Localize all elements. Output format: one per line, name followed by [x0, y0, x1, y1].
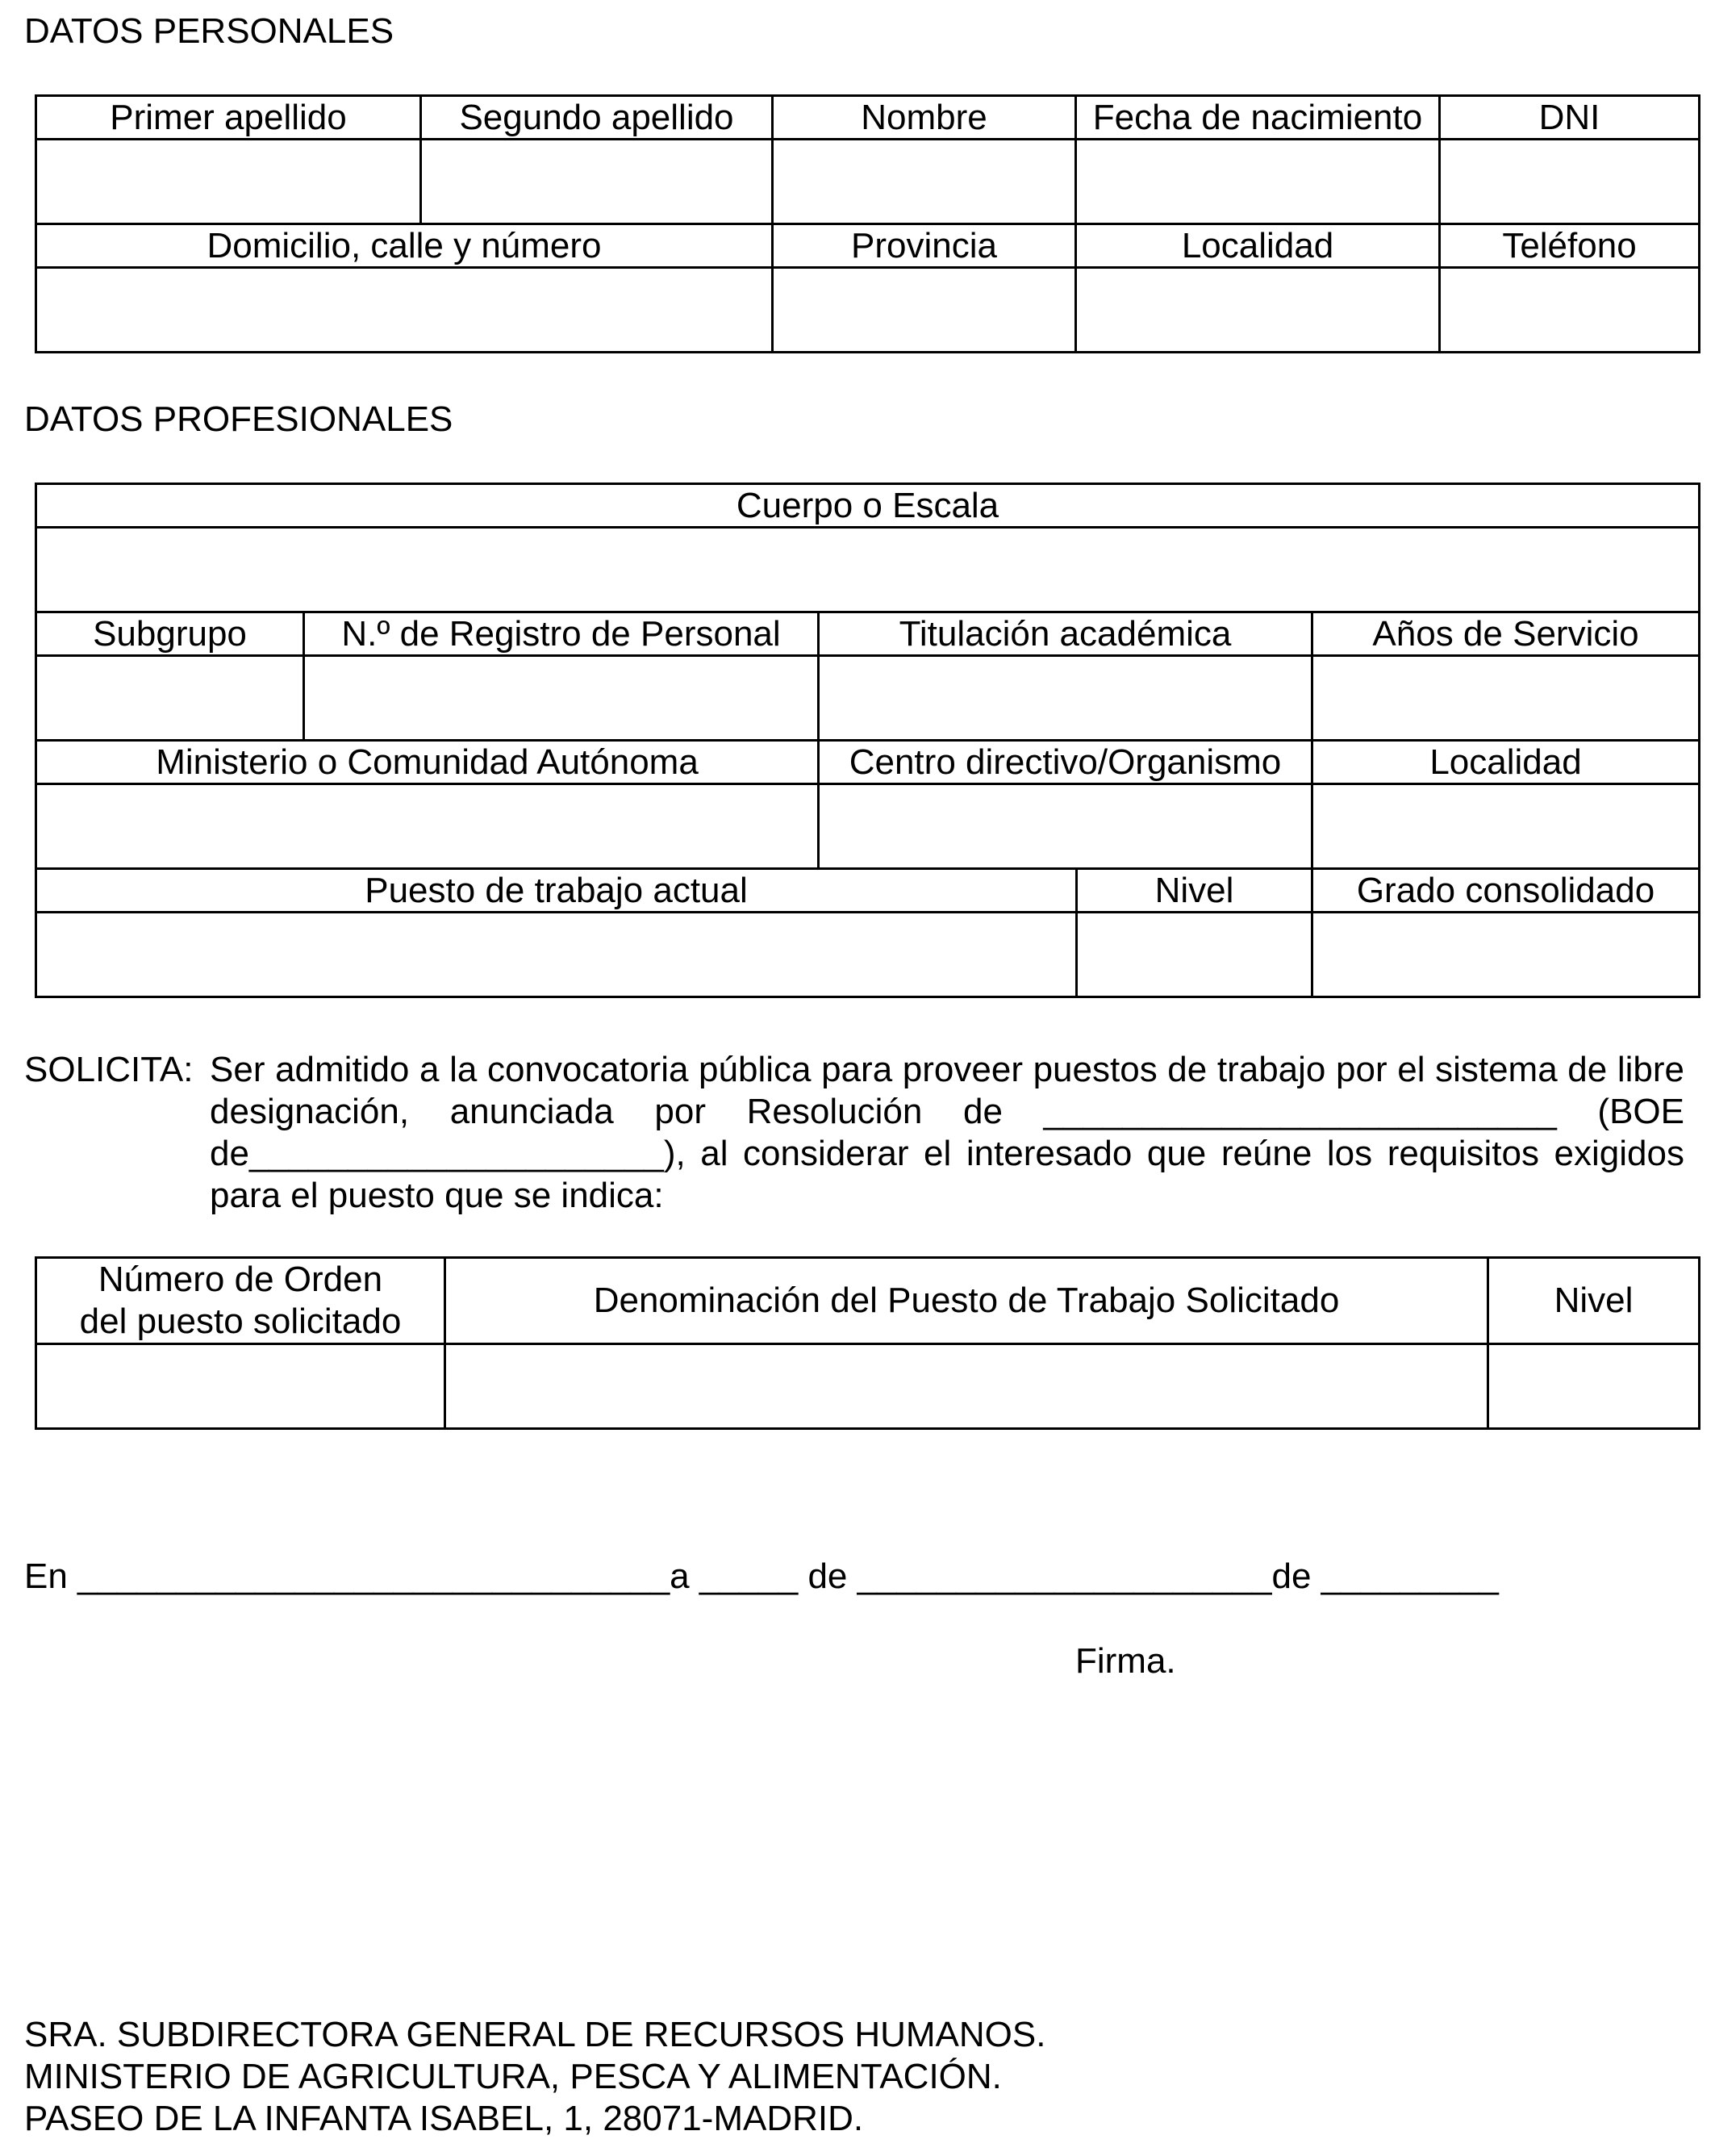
label-fecha-nacimiento: Fecha de nacimiento: [1076, 96, 1440, 140]
label-registro-personal: N.º de Registro de Personal: [304, 612, 819, 656]
label-segundo-apellido: Segundo apellido: [421, 96, 773, 140]
field-primer-apellido[interactable]: [36, 140, 421, 224]
label-denominacion-puesto: Denominación del Puesto de Trabajo Solicitado: [445, 1258, 1488, 1344]
solicita-paragraph: [24, 1049, 1684, 1217]
field-numero-orden[interactable]: [36, 1344, 445, 1429]
field-localidad-profesional[interactable]: [1312, 784, 1700, 869]
field-ministerio[interactable]: [36, 784, 819, 869]
field-nombre[interactable]: [773, 140, 1076, 224]
solicita-text-end: para el puesto que se indica:: [210, 1176, 664, 1215]
label-nombre: Nombre: [773, 96, 1076, 140]
signature-label: Firma.: [1075, 1641, 1176, 1681]
recipient-line-2: MINISTERIO DE AGRICULTURA, PESCA Y ALIMENTACIÓN.: [24, 2057, 1002, 2096]
field-cuerpo-escala[interactable]: [36, 528, 1700, 612]
field-titulacion[interactable]: [819, 656, 1312, 741]
requested-position-table: [35, 1256, 1700, 1430]
label-puesto-actual: Puesto de trabajo actual: [36, 869, 1077, 913]
field-centro-directivo[interactable]: [819, 784, 1312, 869]
field-provincia[interactable]: [773, 268, 1076, 353]
section-title-profesional: DATOS PROFESIONALES: [24, 399, 453, 439]
field-telefono[interactable]: [1440, 268, 1700, 353]
label-cuerpo-escala: Cuerpo o Escala: [36, 484, 1700, 528]
label-domicilio: Domicilio, calle y número: [36, 224, 773, 268]
label-dni: DNI: [1440, 96, 1700, 140]
label-anos-servicio: Años de Servicio: [1312, 612, 1700, 656]
label-telefono: Teléfono: [1440, 224, 1700, 268]
label-numero-orden-line1: Número de Orden: [98, 1260, 383, 1299]
personal-data-table: [35, 94, 1700, 353]
label-centro-directivo: Centro directivo/Organismo: [819, 741, 1312, 784]
recipient-line-1: SRA. SUBDIRECTORA GENERAL DE RECURSOS HUMANOS.: [24, 2015, 1046, 2054]
label-nivel-solicitado: Nivel: [1488, 1258, 1700, 1344]
label-numero-orden-line2: del puesto solicitado: [79, 1302, 402, 1341]
label-primer-apellido: Primer apellido: [36, 96, 421, 140]
field-localidad-personal[interactable]: [1076, 268, 1440, 353]
field-denominacion-puesto[interactable]: [445, 1344, 1488, 1429]
label-grado-consolidado: Grado consolidado: [1312, 869, 1700, 913]
solicita-label: SOLICITA:: [24, 1050, 194, 1089]
section-title-personal: DATOS PERSONALES: [24, 11, 394, 51]
field-domicilio[interactable]: [36, 268, 773, 353]
field-nivel-solicitado[interactable]: [1488, 1344, 1700, 1429]
place-date-line: En ______________________________a _____ de _____________________de _________: [24, 1556, 1499, 1596]
field-puesto-actual[interactable]: [36, 913, 1077, 997]
field-registro-personal[interactable]: [304, 656, 819, 741]
label-titulacion: Titulación académica: [819, 612, 1312, 656]
recipient-line-3: PASEO DE LA INFANTA ISABEL, 1, 28071-MADRID.: [24, 2099, 864, 2138]
field-dni[interactable]: [1440, 140, 1700, 224]
label-ministerio: Ministerio o Comunidad Autónoma: [36, 741, 819, 784]
label-nivel-actual: Nivel: [1077, 869, 1312, 913]
field-subgrupo[interactable]: [36, 656, 304, 741]
field-grado-consolidado[interactable]: [1312, 913, 1700, 997]
label-subgrupo: Subgrupo: [36, 612, 304, 656]
label-numero-orden: [36, 1258, 445, 1344]
solicita-text: Ser admitido a la convocatoria pública para proveer puestos de trabajo por el sistema de libre designación, anunciada por Resolución de __________________________ (BOE de_____________________), al considerar el interesado que reúne los requisitos exigidos: [210, 1050, 1684, 1173]
label-provincia: Provincia: [773, 224, 1076, 268]
label-localidad-personal: Localidad: [1076, 224, 1440, 268]
recipient-address: [24, 2014, 1045, 2140]
professional-data-table: [35, 483, 1700, 998]
field-anos-servicio[interactable]: [1312, 656, 1700, 741]
label-localidad-profesional: Localidad: [1312, 741, 1700, 784]
field-segundo-apellido[interactable]: [421, 140, 773, 224]
field-nivel-actual[interactable]: [1077, 913, 1312, 997]
field-fecha-nacimiento[interactable]: [1076, 140, 1440, 224]
